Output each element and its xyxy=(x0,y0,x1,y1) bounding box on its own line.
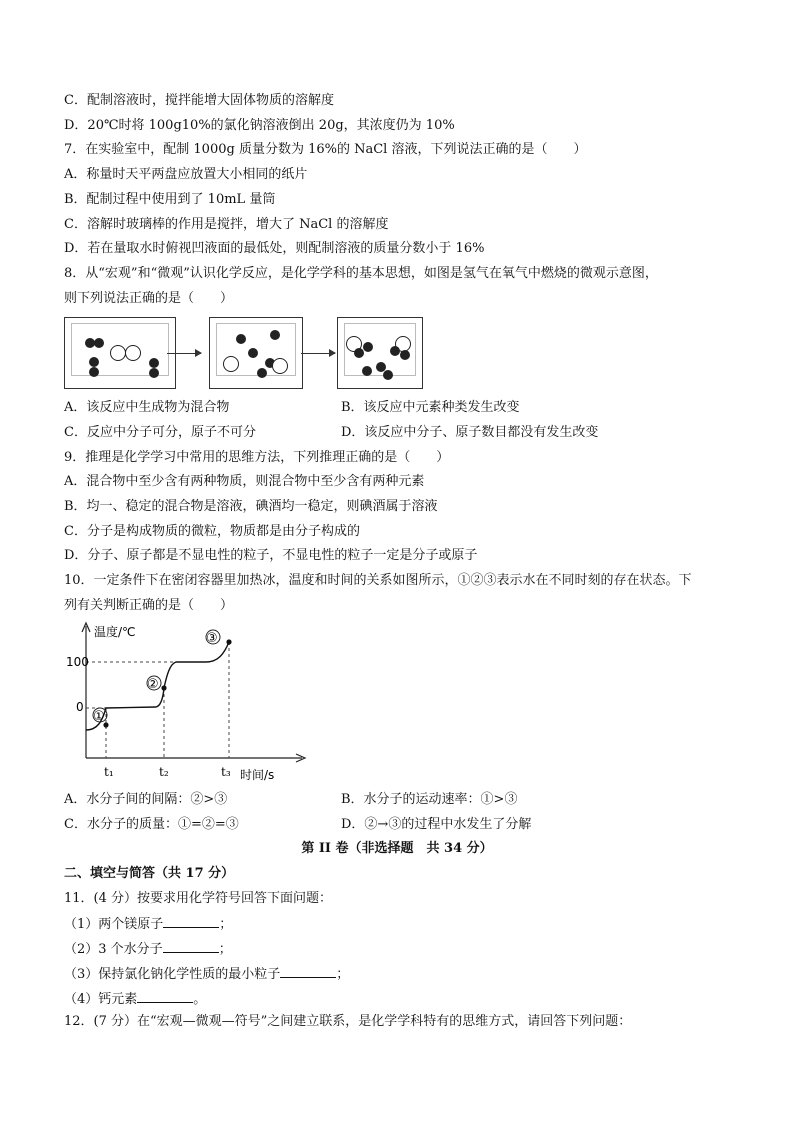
q9-option-d: D．分子、原子都是不显电性的粒子，不显电性的粒子一定是分子或原子 xyxy=(64,548,478,563)
q8-option-b: B．该反应中元素种类发生改变 xyxy=(341,400,520,415)
hydrogen-atom xyxy=(89,367,99,377)
y-tick-100: 100 xyxy=(66,655,89,669)
state-point-2 xyxy=(161,685,166,690)
hydrogen-atom xyxy=(363,342,373,352)
oxygen-atom xyxy=(223,356,239,372)
hydrogen-atom xyxy=(270,330,280,340)
products-box xyxy=(337,317,423,389)
reactants-box xyxy=(64,317,176,389)
hydrogen-atom xyxy=(149,368,159,378)
atoms-box xyxy=(209,317,303,389)
hydrogen-atom xyxy=(248,348,258,358)
q10-option-c: C．水分子的质量：①=②=③ xyxy=(64,817,239,832)
hydrogen-atom xyxy=(94,338,104,348)
q7-option-d: D．若在量取水时俯视凹液面的最低处，则配制溶液的质量分数小于 16% xyxy=(64,241,485,256)
hydrogen-atom xyxy=(149,358,159,368)
q9-option-c: C．分子是构成物质的微粒，物质都是由分子构成的 xyxy=(64,524,360,539)
heating-curve-chart xyxy=(64,618,324,790)
q10-stem-line2: 列有关判断正确的是（ ） xyxy=(64,598,234,613)
q9-stem: 9．推理是化学学习中常用的思维方法，下列推理正确的是（ ） xyxy=(64,450,450,465)
hydrogen-atom xyxy=(257,368,267,378)
hydrogen-atom xyxy=(390,346,400,356)
oxygen-atom xyxy=(272,358,288,374)
q8-option-a: A．该反应中生成物为混合物 xyxy=(64,400,230,415)
q11-item-3: （3）保持氯化钠化学性质的最小粒子 ； xyxy=(64,967,350,982)
q8-option-c: C．反应中分子可分，原子不可分 xyxy=(64,425,256,440)
answer-blank[interactable] xyxy=(280,965,336,978)
q8-stem-line2: 则下列说法正确的是（ ） xyxy=(64,291,234,306)
q10-stem-line1: 10．一定条件下在密闭容器里加热冰，温度和时间的关系如图所示，①②③表示水在不同时刻的存在状态。下 xyxy=(64,573,692,588)
x-tick-t1: t₁ xyxy=(104,765,114,779)
answer-blank[interactable] xyxy=(163,915,219,928)
y-tick-0: 0 xyxy=(76,700,84,714)
x-tick-t2: t₂ xyxy=(159,765,169,779)
answer-blank[interactable] xyxy=(137,990,193,1003)
q7-option-c: C．溶解时玻璃棒的作用是搅拌，增大了 NaCl 的溶解度 xyxy=(64,217,389,232)
q11-item-4: （4）钙元素 。 xyxy=(64,992,207,1007)
q11-item-2: （2）3 个水分子 ； xyxy=(64,942,232,957)
x-tick-t3: t₃ xyxy=(221,765,231,779)
arrow-icon xyxy=(167,353,201,354)
q10-option-a: A．水分子间的间隔：②>③ xyxy=(64,792,228,807)
q8-stem-line1: 8．从“宏观”和“微观”认识化学反应，是化学学科的基本思想，如图是氢气在氧气中燃烧的微观示意图， xyxy=(64,266,658,281)
state-point-3 xyxy=(226,639,231,644)
q9-option-b: B．均一、稳定的混合物是溶液，碘酒均一稳定，则碘酒属于溶液 xyxy=(64,499,438,514)
answer-blank[interactable] xyxy=(163,940,219,953)
hydrogen-atom xyxy=(362,366,372,376)
oxygen-atom xyxy=(125,345,141,361)
q12-stem: 12．(7 分）在“宏观—微观—符号”之间建立联系，是化学学科特有的思维方式，请回答下列问题： xyxy=(64,1014,632,1029)
q10-option-b: B．水分子的运动速率：①>③ xyxy=(341,792,518,807)
state-label-3: ③ xyxy=(206,631,218,646)
section-two-heading: 二、填空与简答（共 17 分） xyxy=(64,866,235,881)
hydrogen-atom xyxy=(400,350,410,360)
hydrogen-atom xyxy=(354,348,364,358)
state-label-1: ① xyxy=(93,709,105,724)
y-axis-label: 温度/℃ xyxy=(94,625,136,639)
q10-option-d: D．②→③的过程中水发生了分解 xyxy=(341,817,532,832)
arrow-icon xyxy=(301,353,335,354)
q6-option-c: C．配制溶液时，搅拌能增大固体物质的溶解度 xyxy=(64,93,334,108)
q6-option-d: D．20℃时将 100g10%的氯化钠溶液倒出 20g，其浓度仍为 10% xyxy=(64,118,455,133)
x-axis-label: 时间/s xyxy=(240,768,275,782)
q8-option-d: D．该反应中分子、原子数目都没有发生改变 xyxy=(341,425,599,440)
q7-option-a: A．称量时天平两盘应放置大小相同的纸片 xyxy=(64,167,308,182)
part-two-heading: 第 II 卷（非选择题 共 34 分） xyxy=(301,841,493,856)
q11-stem: 11．(4 分）按要求用化学符号回答下面问题： xyxy=(64,891,333,906)
state-label-2: ② xyxy=(147,677,159,692)
hydrogen-atom xyxy=(236,334,246,344)
oxygen-atom xyxy=(110,345,126,361)
q7-stem: 7．在实验室中，配制 1000g 质量分数为 16%的 NaCl 溶液，下列说法正确的是（ ） xyxy=(64,142,587,157)
q9-option-a: A．混合物中至少含有两种物质，则混合物中至少含有两种元素 xyxy=(64,474,425,489)
hydrogen-atom xyxy=(383,370,393,380)
q11-item-1: （1）两个镁原子 ； xyxy=(64,917,233,932)
hydrogen-atom xyxy=(89,357,99,367)
q7-option-b: B．配制过程中使用到了 10mL 量筒 xyxy=(64,192,276,207)
